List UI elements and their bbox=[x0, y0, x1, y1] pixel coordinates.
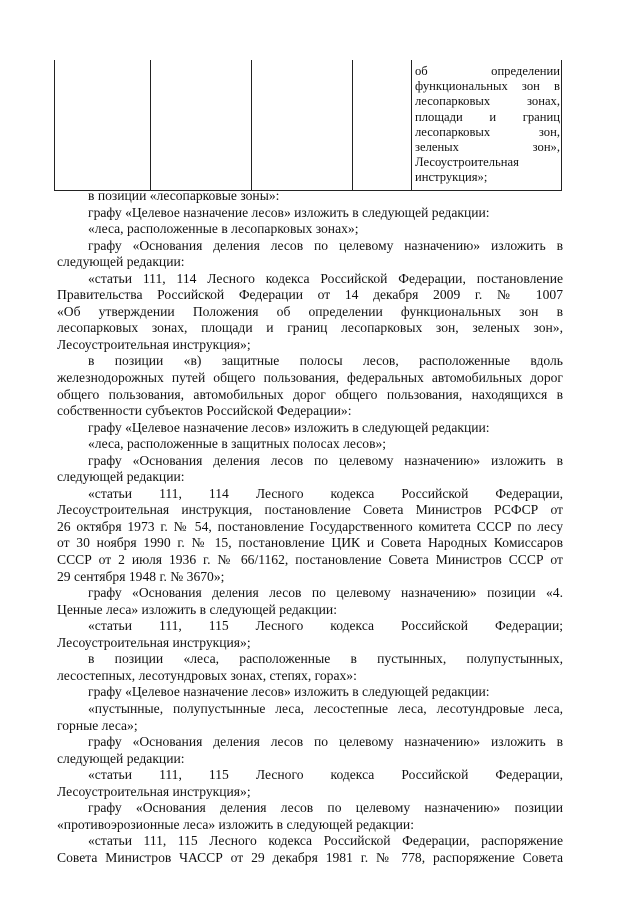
text-line: Лесоустроительная инструкция»; bbox=[57, 336, 251, 352]
document-body bbox=[57, 188, 563, 866]
text-line: «пустынные, полупустынные леса, лесостепные леса, лесотундровые леса, bbox=[88, 700, 563, 716]
text-line: графу «Целевое назначение лесов» изложить в следующей редакции: bbox=[88, 684, 490, 700]
text-line: собственности субъектов Российской Федерации»: bbox=[57, 403, 352, 419]
table-fragment bbox=[54, 60, 562, 191]
text-line: графу «Основания деления лесов по целевому назначению» изложить в bbox=[88, 237, 563, 253]
text-line: графу «Целевое назначение лесов» изложить в следующей редакции: bbox=[88, 419, 490, 435]
text-line: «статьи 111, 114 Лесного кодекса Российской Федерации, постановление bbox=[88, 270, 563, 286]
text-line: графу «Основания деления лесов по целевому назначению» изложить в bbox=[88, 452, 563, 468]
text-line: «противоэрозионные леса» изложить в следующей редакции: bbox=[57, 816, 414, 832]
text-line: от 30 ноября 1990 г. № 15, постановление ЦИК и Совета Народных Комиссаров bbox=[57, 535, 563, 551]
text-line: общего пользования, автомобильных дорог общего пользования, находящихся в bbox=[57, 386, 563, 402]
table-cell-line: лесопарковых зон, bbox=[415, 124, 560, 139]
table-column-divider bbox=[411, 60, 412, 190]
text-line: лесопарковых зонах, площади и границ лесопарковых зон, зеленых зон», bbox=[57, 320, 563, 336]
text-line: «леса, расположенные в лесопарковых зонах»; bbox=[88, 221, 359, 237]
text-line: Правительства Российской Федерации от 14 декабря 2009 г. № 1007 bbox=[57, 287, 563, 303]
table-cell-line: зеленых зон», bbox=[415, 140, 560, 155]
table-cell-text bbox=[415, 64, 560, 186]
text-line: графу «Основания деления лесов по целевому назначению» изложить в bbox=[88, 734, 563, 750]
text-line: графу «Целевое назначение лесов» изложить в следующей редакции: bbox=[88, 204, 490, 220]
text-line: «леса, расположенные в защитных полосах лесов»; bbox=[88, 436, 387, 452]
table-cell-line: инструкция»; bbox=[415, 170, 488, 185]
text-line: «статьи 111, 115 Лесного кодекса Российской Федерации, bbox=[88, 767, 563, 783]
text-line: Лесоустроительная инструкция»; bbox=[57, 783, 251, 799]
table-cell-line: Лесоустроительная bbox=[415, 155, 519, 170]
text-line: «статьи 111, 115 Лесного кодекса Российской Федерации, распоряжение bbox=[88, 833, 563, 849]
text-line: 26 октября 1973 г. № 54, постановление Государственного комитета СССР по лесу bbox=[57, 518, 563, 534]
text-line: следующей редакции: bbox=[57, 469, 185, 485]
text-line: графу «Основания деления лесов по целевому назначению» позиции bbox=[88, 800, 563, 816]
text-line: в позиции «в) защитные полосы лесов, расположенные вдоль bbox=[88, 353, 563, 369]
table-cell-line: лесопарковых зонах, bbox=[415, 94, 560, 109]
text-line: Совета Министров ЧАССР от 29 декабря 1981 г. № 778, распоряжение Совета bbox=[57, 849, 563, 865]
text-line: горные леса»; bbox=[57, 717, 138, 733]
text-line: в позиции «леса, расположенные в пустынных, полупустынных, bbox=[88, 651, 563, 667]
text-line: графу «Основания деления лесов по целевому назначению» позиции «4. bbox=[88, 585, 563, 601]
text-line: железнодорожных путей общего пользования, федеральных автомобильных дорог bbox=[57, 370, 563, 386]
text-line: следующей редакции: bbox=[57, 254, 185, 270]
text-line: 29 сентября 1948 г. № 3670»; bbox=[57, 568, 225, 584]
text-line: следующей редакции: bbox=[57, 750, 185, 766]
table-column-divider bbox=[352, 60, 353, 190]
text-line: Ценные леса» изложить в следующей редакции: bbox=[57, 601, 337, 617]
table-cell-line: площади и границ bbox=[415, 109, 560, 124]
text-line: Лесоустроительная инструкция, постановление Совета Министров РСФСР от bbox=[57, 502, 563, 518]
text-line: «статьи 111, 114 Лесного кодекса Российской Федерации, bbox=[88, 485, 563, 501]
text-line: «статьи 111, 115 Лесного кодекса Российской Федерации; bbox=[88, 618, 563, 634]
text-line: в позиции «лесопарковые зоны»: bbox=[88, 188, 280, 203]
table-column-divider bbox=[150, 60, 151, 190]
text-line: СССР от 2 июля 1936 г. № 66/1162, постановление Совета Министров СССР от bbox=[57, 552, 563, 568]
table-cell-line: функциональных зон в bbox=[415, 79, 560, 94]
table-cell-line: об определении bbox=[415, 64, 560, 78]
text-line: лесостепных, лесотундровых зонах, степях, горах»: bbox=[57, 667, 357, 683]
table-column-divider bbox=[251, 60, 252, 190]
text-line: «Об утверждении Положения об определении функциональных зон в bbox=[57, 303, 563, 319]
text-line: Лесоустроительная инструкция»; bbox=[57, 634, 251, 650]
